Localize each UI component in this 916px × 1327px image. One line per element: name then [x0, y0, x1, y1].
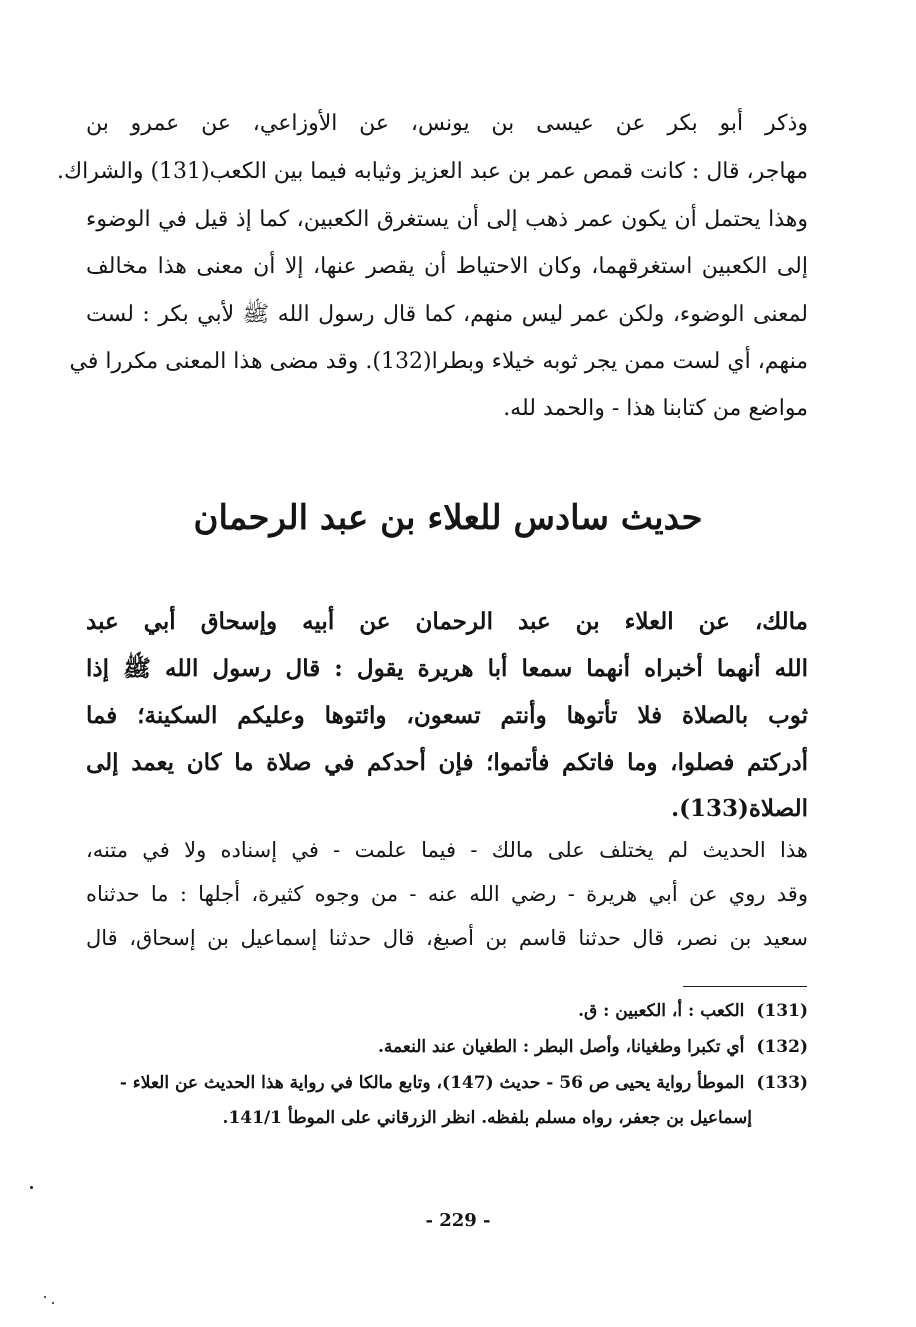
hadith-line: ثوب بالصلاة فلا تأتوها وأنتم تسعون، وائتوها وعليكم السكينة؛ فما: [86, 702, 808, 729]
scan-speck: [30, 1186, 33, 1189]
hadith-line: أدركتم فصلوا، وما فاتكم فأتموا؛ فإن أحدكم في صلاة ما كان يعمد إلى: [86, 749, 808, 776]
hadith-line: مالك، عن العلاء بن عبد الرحمان عن أبيه وإسحاق أبي عبد: [86, 608, 808, 635]
footnote-divider: [683, 986, 807, 987]
footnote-text: أي تكبرا وطغيانا، وأصل البطر : الطغيان عند النعمة.: [378, 1037, 745, 1057]
text-line: هذا الحديث لم يختلف على مالك - فيما علمت - في إسناده ولا في متنه،: [86, 838, 808, 862]
text-line: مواضع من كتابنا هذا - والحمد لله.: [503, 396, 808, 421]
footnote: [60, 1075, 808, 1092]
footnote-number: (132): [756, 1037, 808, 1057]
text-line: سعيد بن نصر، قال حدثنا قاسم بن أصبغ، قال حدثنا إسماعيل بن إسحاق، قال: [86, 926, 808, 950]
page-number: - 229 -: [425, 1210, 491, 1231]
text-line: وذكر أبو بكر عن عيسى بن يونس، عن الأوزاعي، عن عمرو بن: [86, 111, 808, 136]
footnote-text: الكعب : أ، الكعبين : ق.: [578, 1001, 745, 1021]
footnote: [60, 1003, 808, 1020]
scan-speck: [52, 1302, 54, 1304]
text-line: لمعنى الوضوء، ولكن عمر ليس منهم، كما قال رسول الله ﷺ لأبي بكر : لست: [86, 302, 808, 327]
footnote-number: (131): [756, 1001, 808, 1021]
footnote: [60, 1039, 808, 1056]
scan-speck: [44, 1296, 46, 1298]
text-line: وقد روي عن أبي هريرة - رضي الله عنه - من وجوه كثيرة، أجلها : ما حدثناه: [86, 882, 808, 906]
footnote-text: الموطأ رواية يحيى ص 56 - حديث (147)، وتابع مالكا في رواية هذا الحديث عن العلاء -: [119, 1073, 745, 1093]
hadith-line: الصلاة(133).: [671, 795, 808, 822]
footnote-continuation: إسماعيل بن جعفر، رواه مسلم بلفظه. انظر الزرقاني على الموطأ 141/1.: [222, 1108, 752, 1128]
text-line: إلى الكعبين استغرقهما، وكان الاحتياط أن يقصر عنها، إلا أن معنى هذا مخالف: [86, 254, 808, 279]
text-line: مهاجر، قال : كانت قمص عمر بن عبد العزيز وثيابه فيما بين الكعب(131) والشراك.: [57, 159, 808, 184]
section-heading: حديث سادس للعلاء بن عبد الرحمان: [193, 498, 703, 538]
text-line: منهم، أي لست ممن يجر ثوبه خيلاء وبطرا(132). وقد مضى هذا المعنى مكررا في: [69, 349, 808, 374]
footnote-number: (133): [756, 1073, 808, 1093]
hadith-line: الله أنهما أخبراه أنهما سمعا أبا هريرة يقول : قال رسول الله ﷺ إذا: [86, 655, 808, 682]
text-line: وهذا يحتمل أن يكون عمر ذهب إلى أن يستغرق الكعبين، كما إذ قيل في الوضوء: [86, 207, 808, 232]
